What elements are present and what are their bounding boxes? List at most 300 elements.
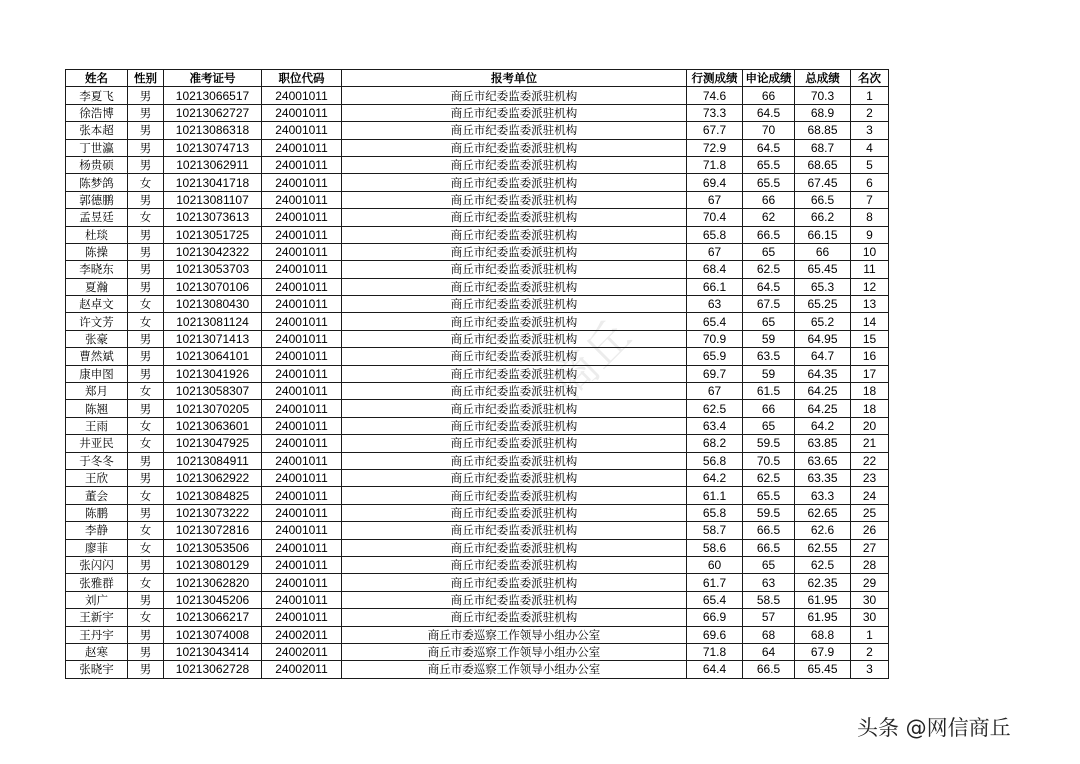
cell-position-code: 24002011	[262, 643, 342, 660]
cell-exam-id: 10213074008	[164, 626, 262, 643]
cell-name: 陈梦鸽	[66, 174, 128, 191]
cell-exam-id: 10213041718	[164, 174, 262, 191]
cell-rank: 8	[851, 209, 889, 226]
cell-unit: 商丘市纪委监委派驻机构	[342, 365, 687, 382]
cell-rank: 28	[851, 556, 889, 573]
cell-aptitude-score: 67	[687, 191, 743, 208]
cell-aptitude-score: 66.9	[687, 609, 743, 626]
cell-essay-score: 64.5	[743, 104, 795, 121]
cell-essay-score: 62.5	[743, 469, 795, 486]
watermark: 商丘	[543, 311, 642, 410]
cell-name: 陈鹏	[66, 504, 128, 521]
cell-name: 王新宇	[66, 609, 128, 626]
cell-unit: 商丘市纪委监委派驻机构	[342, 209, 687, 226]
table-row	[66, 643, 889, 660]
cell-unit: 商丘市纪委监委派驻机构	[342, 522, 687, 539]
cell-gender: 女	[128, 383, 164, 400]
cell-rank: 9	[851, 226, 889, 243]
cell-gender: 女	[128, 417, 164, 434]
table-row	[66, 191, 889, 208]
cell-aptitude-score: 65.4	[687, 313, 743, 330]
cell-gender: 男	[128, 330, 164, 347]
cell-position-code: 24001011	[262, 452, 342, 469]
cell-exam-id: 10213053506	[164, 539, 262, 556]
cell-gender: 男	[128, 661, 164, 678]
score-table-sheet	[65, 69, 888, 677]
cell-essay-score: 64.5	[743, 139, 795, 156]
cell-name: 井亚民	[66, 435, 128, 452]
table-row	[66, 174, 889, 191]
cell-essay-score: 59	[743, 330, 795, 347]
cell-gender: 男	[128, 243, 164, 260]
cell-unit: 商丘市纪委监委派驻机构	[342, 487, 687, 504]
cell-total-score: 67.9	[795, 643, 851, 660]
cell-aptitude-score: 68.2	[687, 435, 743, 452]
header-aptitude-score: 行测成绩	[687, 70, 743, 87]
cell-unit: 商丘市纪委监委派驻机构	[342, 348, 687, 365]
cell-rank: 3	[851, 661, 889, 678]
cell-aptitude-score: 63.4	[687, 417, 743, 434]
cell-rank: 25	[851, 504, 889, 521]
cell-name: 陈翘	[66, 400, 128, 417]
table-row	[66, 365, 889, 382]
cell-rank: 11	[851, 261, 889, 278]
cell-aptitude-score: 67	[687, 383, 743, 400]
header-name: 姓名	[66, 70, 128, 87]
cell-exam-id: 10213081107	[164, 191, 262, 208]
cell-aptitude-score: 62.5	[687, 400, 743, 417]
cell-position-code: 24001011	[262, 209, 342, 226]
cell-rank: 14	[851, 313, 889, 330]
cell-total-score: 70.3	[795, 87, 851, 104]
cell-gender: 男	[128, 122, 164, 139]
cell-unit: 商丘市纪委监委派驻机构	[342, 191, 687, 208]
cell-aptitude-score: 72.9	[687, 139, 743, 156]
cell-essay-score: 63.5	[743, 348, 795, 365]
table-row	[66, 539, 889, 556]
source-tag: 头条 @网信商丘	[857, 716, 1011, 740]
cell-aptitude-score: 69.6	[687, 626, 743, 643]
cell-name: 于冬冬	[66, 452, 128, 469]
cell-essay-score: 66	[743, 87, 795, 104]
cell-gender: 男	[128, 469, 164, 486]
cell-gender: 女	[128, 522, 164, 539]
table-row	[66, 452, 889, 469]
cell-rank: 6	[851, 174, 889, 191]
table-body	[66, 87, 889, 678]
cell-unit: 商丘市纪委监委派驻机构	[342, 452, 687, 469]
cell-essay-score: 66.5	[743, 661, 795, 678]
cell-aptitude-score: 71.8	[687, 643, 743, 660]
cell-essay-score: 65	[743, 417, 795, 434]
cell-gender: 男	[128, 278, 164, 295]
cell-total-score: 64.95	[795, 330, 851, 347]
table-row	[66, 330, 889, 347]
cell-position-code: 24001011	[262, 348, 342, 365]
cell-essay-score: 63	[743, 574, 795, 591]
cell-name: 刘广	[66, 591, 128, 608]
cell-position-code: 24001011	[262, 504, 342, 521]
cell-name: 杜琰	[66, 226, 128, 243]
cell-essay-score: 65	[743, 313, 795, 330]
cell-gender: 男	[128, 452, 164, 469]
cell-exam-id: 10213062727	[164, 104, 262, 121]
cell-rank: 1	[851, 626, 889, 643]
cell-essay-score: 59.5	[743, 435, 795, 452]
cell-exam-id: 10213080430	[164, 296, 262, 313]
cell-aptitude-score: 58.7	[687, 522, 743, 539]
table-row	[66, 209, 889, 226]
cell-name: 郭德鹏	[66, 191, 128, 208]
cell-unit: 商丘市委巡察工作领导小组办公室	[342, 626, 687, 643]
cell-name: 张雅群	[66, 574, 128, 591]
cell-aptitude-score: 67.7	[687, 122, 743, 139]
table-row	[66, 487, 889, 504]
table-header-row	[66, 70, 889, 87]
score-table	[65, 69, 889, 679]
cell-total-score: 63.3	[795, 487, 851, 504]
cell-essay-score: 61.5	[743, 383, 795, 400]
table-row	[66, 156, 889, 173]
cell-aptitude-score: 61.1	[687, 487, 743, 504]
cell-aptitude-score: 70.4	[687, 209, 743, 226]
cell-exam-id: 10213071413	[164, 330, 262, 347]
cell-position-code: 24001011	[262, 156, 342, 173]
cell-aptitude-score: 65.4	[687, 591, 743, 608]
cell-exam-id: 10213072816	[164, 522, 262, 539]
cell-essay-score: 59.5	[743, 504, 795, 521]
cell-name: 许文芳	[66, 313, 128, 330]
cell-position-code: 24002011	[262, 661, 342, 678]
cell-rank: 23	[851, 469, 889, 486]
cell-exam-id: 10213062728	[164, 661, 262, 678]
cell-total-score: 68.7	[795, 139, 851, 156]
cell-position-code: 24001011	[262, 591, 342, 608]
cell-gender: 男	[128, 643, 164, 660]
cell-gender: 女	[128, 539, 164, 556]
cell-total-score: 66.15	[795, 226, 851, 243]
cell-exam-id: 10213070106	[164, 278, 262, 295]
header-exam-id: 准考证号	[164, 70, 262, 87]
cell-exam-id: 10213080129	[164, 556, 262, 573]
cell-aptitude-score: 65.9	[687, 348, 743, 365]
table-row	[66, 122, 889, 139]
header-total-score: 总成绩	[795, 70, 851, 87]
cell-rank: 3	[851, 122, 889, 139]
cell-position-code: 24001011	[262, 87, 342, 104]
cell-gender: 女	[128, 313, 164, 330]
cell-essay-score: 57	[743, 609, 795, 626]
cell-rank: 17	[851, 365, 889, 382]
cell-unit: 商丘市纪委监委派驻机构	[342, 400, 687, 417]
cell-total-score: 66	[795, 243, 851, 260]
cell-unit: 商丘市纪委监委派驻机构	[342, 574, 687, 591]
cell-exam-id: 10213064101	[164, 348, 262, 365]
cell-unit: 商丘市纪委监委派驻机构	[342, 174, 687, 191]
cell-rank: 1	[851, 87, 889, 104]
cell-essay-score: 65.5	[743, 174, 795, 191]
cell-total-score: 63.65	[795, 452, 851, 469]
table-row	[66, 435, 889, 452]
cell-exam-id: 10213074713	[164, 139, 262, 156]
table-row	[66, 243, 889, 260]
cell-name: 郑月	[66, 383, 128, 400]
cell-rank: 30	[851, 591, 889, 608]
table-row	[66, 626, 889, 643]
header-gender: 性别	[128, 70, 164, 87]
cell-total-score: 62.55	[795, 539, 851, 556]
cell-exam-id: 10213051725	[164, 226, 262, 243]
cell-aptitude-score: 56.8	[687, 452, 743, 469]
cell-unit: 商丘市纪委监委派驻机构	[342, 156, 687, 173]
cell-gender: 男	[128, 139, 164, 156]
table-row	[66, 504, 889, 521]
cell-aptitude-score: 73.3	[687, 104, 743, 121]
cell-position-code: 24001011	[262, 226, 342, 243]
cell-position-code: 24001011	[262, 139, 342, 156]
cell-exam-id: 10213062922	[164, 469, 262, 486]
cell-rank: 10	[851, 243, 889, 260]
cell-rank: 27	[851, 539, 889, 556]
cell-total-score: 64.25	[795, 383, 851, 400]
cell-name: 李静	[66, 522, 128, 539]
cell-exam-id: 10213084911	[164, 452, 262, 469]
cell-name: 赵寒	[66, 643, 128, 660]
cell-total-score: 64.25	[795, 400, 851, 417]
cell-name: 曹然斌	[66, 348, 128, 365]
cell-exam-id: 10213063601	[164, 417, 262, 434]
cell-rank: 20	[851, 417, 889, 434]
cell-essay-score: 67.5	[743, 296, 795, 313]
cell-total-score: 68.8	[795, 626, 851, 643]
cell-position-code: 24001011	[262, 469, 342, 486]
cell-unit: 商丘市纪委监委派驻机构	[342, 504, 687, 521]
cell-name: 夏瀚	[66, 278, 128, 295]
cell-rank: 15	[851, 330, 889, 347]
header-essay-score: 申论成绩	[743, 70, 795, 87]
table-row	[66, 609, 889, 626]
cell-total-score: 62.5	[795, 556, 851, 573]
table-row	[66, 296, 889, 313]
cell-gender: 女	[128, 609, 164, 626]
cell-exam-id: 10213073222	[164, 504, 262, 521]
cell-aptitude-score: 69.4	[687, 174, 743, 191]
cell-rank: 16	[851, 348, 889, 365]
cell-position-code: 24001011	[262, 609, 342, 626]
cell-gender: 女	[128, 435, 164, 452]
cell-rank: 12	[851, 278, 889, 295]
cell-essay-score: 68	[743, 626, 795, 643]
cell-name: 王欣	[66, 469, 128, 486]
cell-exam-id: 10213041926	[164, 365, 262, 382]
cell-total-score: 62.35	[795, 574, 851, 591]
cell-essay-score: 59	[743, 365, 795, 382]
cell-gender: 男	[128, 261, 164, 278]
cell-essay-score: 65.5	[743, 156, 795, 173]
cell-gender: 男	[128, 556, 164, 573]
cell-exam-id: 10213042322	[164, 243, 262, 260]
cell-unit: 商丘市纪委监委派驻机构	[342, 591, 687, 608]
cell-position-code: 24002011	[262, 626, 342, 643]
cell-position-code: 24001011	[262, 539, 342, 556]
cell-position-code: 24001011	[262, 330, 342, 347]
cell-exam-id: 10213062911	[164, 156, 262, 173]
cell-position-code: 24001011	[262, 104, 342, 121]
cell-aptitude-score: 68.4	[687, 261, 743, 278]
cell-name: 王雨	[66, 417, 128, 434]
cell-position-code: 24001011	[262, 191, 342, 208]
cell-aptitude-score: 64.2	[687, 469, 743, 486]
table-row	[66, 261, 889, 278]
cell-total-score: 64.35	[795, 365, 851, 382]
header-rank: 名次	[851, 70, 889, 87]
cell-rank: 26	[851, 522, 889, 539]
table-row	[66, 400, 889, 417]
cell-total-score: 65.45	[795, 661, 851, 678]
cell-rank: 13	[851, 296, 889, 313]
cell-essay-score: 64.5	[743, 278, 795, 295]
cell-unit: 商丘市纪委监委派驻机构	[342, 243, 687, 260]
cell-unit: 商丘市纪委监委派驻机构	[342, 87, 687, 104]
cell-unit: 商丘市纪委监委派驻机构	[342, 609, 687, 626]
cell-exam-id: 10213047925	[164, 435, 262, 452]
cell-exam-id: 10213066217	[164, 609, 262, 626]
cell-essay-score: 66	[743, 191, 795, 208]
cell-name: 张本超	[66, 122, 128, 139]
table-row	[66, 591, 889, 608]
cell-gender: 男	[128, 365, 164, 382]
cell-unit: 商丘市纪委监委派驻机构	[342, 261, 687, 278]
cell-gender: 男	[128, 400, 164, 417]
cell-unit: 商丘市委巡察工作领导小组办公室	[342, 643, 687, 660]
cell-gender: 女	[128, 209, 164, 226]
cell-essay-score: 70.5	[743, 452, 795, 469]
cell-name: 张晓宇	[66, 661, 128, 678]
cell-exam-id: 10213053703	[164, 261, 262, 278]
cell-aptitude-score: 71.8	[687, 156, 743, 173]
cell-aptitude-score: 65.8	[687, 226, 743, 243]
cell-unit: 商丘市委巡察工作领导小组办公室	[342, 661, 687, 678]
cell-essay-score: 70	[743, 122, 795, 139]
cell-unit: 商丘市纪委监委派驻机构	[342, 313, 687, 330]
cell-position-code: 24001011	[262, 278, 342, 295]
cell-gender: 男	[128, 156, 164, 173]
cell-essay-score: 64	[743, 643, 795, 660]
cell-name: 张闪闪	[66, 556, 128, 573]
cell-rank: 7	[851, 191, 889, 208]
cell-exam-id: 10213070205	[164, 400, 262, 417]
cell-gender: 男	[128, 504, 164, 521]
cell-total-score: 66.5	[795, 191, 851, 208]
cell-essay-score: 65	[743, 243, 795, 260]
cell-total-score: 65.2	[795, 313, 851, 330]
cell-aptitude-score: 70.9	[687, 330, 743, 347]
cell-unit: 商丘市纪委监委派驻机构	[342, 278, 687, 295]
cell-position-code: 24001011	[262, 174, 342, 191]
cell-name: 李夏飞	[66, 87, 128, 104]
cell-exam-id: 10213062820	[164, 574, 262, 591]
cell-total-score: 65.3	[795, 278, 851, 295]
cell-exam-id: 10213084825	[164, 487, 262, 504]
cell-total-score: 62.65	[795, 504, 851, 521]
cell-aptitude-score: 74.6	[687, 87, 743, 104]
cell-name: 廖菲	[66, 539, 128, 556]
cell-total-score: 68.9	[795, 104, 851, 121]
cell-essay-score: 65	[743, 556, 795, 573]
cell-total-score: 66.2	[795, 209, 851, 226]
cell-exam-id: 10213045206	[164, 591, 262, 608]
cell-gender: 男	[128, 591, 164, 608]
table-row	[66, 313, 889, 330]
cell-rank: 5	[851, 156, 889, 173]
cell-aptitude-score: 64.4	[687, 661, 743, 678]
cell-essay-score: 62	[743, 209, 795, 226]
table-row	[66, 348, 889, 365]
cell-aptitude-score: 69.7	[687, 365, 743, 382]
cell-essay-score: 65.5	[743, 487, 795, 504]
cell-essay-score: 66.5	[743, 226, 795, 243]
cell-name: 董会	[66, 487, 128, 504]
cell-unit: 商丘市纪委监委派驻机构	[342, 417, 687, 434]
cell-gender: 男	[128, 348, 164, 365]
table-row	[66, 104, 889, 121]
cell-name: 赵卓文	[66, 296, 128, 313]
cell-name: 徐浩博	[66, 104, 128, 121]
cell-total-score: 63.85	[795, 435, 851, 452]
table-row	[66, 417, 889, 434]
cell-rank: 4	[851, 139, 889, 156]
cell-rank: 21	[851, 435, 889, 452]
cell-name: 杨贵硕	[66, 156, 128, 173]
cell-gender: 男	[128, 104, 164, 121]
cell-essay-score: 58.5	[743, 591, 795, 608]
cell-unit: 商丘市纪委监委派驻机构	[342, 435, 687, 452]
cell-position-code: 24001011	[262, 122, 342, 139]
cell-total-score: 67.45	[795, 174, 851, 191]
cell-rank: 2	[851, 104, 889, 121]
cell-essay-score: 66.5	[743, 539, 795, 556]
cell-gender: 女	[128, 296, 164, 313]
cell-unit: 商丘市纪委监委派驻机构	[342, 226, 687, 243]
cell-gender: 男	[128, 87, 164, 104]
cell-total-score: 61.95	[795, 609, 851, 626]
cell-aptitude-score: 58.6	[687, 539, 743, 556]
cell-position-code: 24001011	[262, 487, 342, 504]
cell-essay-score: 66	[743, 400, 795, 417]
cell-total-score: 68.65	[795, 156, 851, 173]
cell-unit: 商丘市纪委监委派驻机构	[342, 122, 687, 139]
cell-position-code: 24001011	[262, 313, 342, 330]
cell-unit: 商丘市纪委监委派驻机构	[342, 469, 687, 486]
cell-gender: 女	[128, 487, 164, 504]
cell-rank: 18	[851, 400, 889, 417]
cell-rank: 2	[851, 643, 889, 660]
table-row	[66, 661, 889, 678]
cell-aptitude-score: 66.1	[687, 278, 743, 295]
cell-rank: 18	[851, 383, 889, 400]
cell-name: 康申图	[66, 365, 128, 382]
table-row	[66, 87, 889, 104]
cell-total-score: 64.2	[795, 417, 851, 434]
table-row	[66, 383, 889, 400]
cell-position-code: 24001011	[262, 296, 342, 313]
cell-exam-id: 10213086318	[164, 122, 262, 139]
cell-total-score: 64.7	[795, 348, 851, 365]
cell-position-code: 24001011	[262, 261, 342, 278]
cell-gender: 男	[128, 226, 164, 243]
cell-position-code: 24001011	[262, 365, 342, 382]
cell-aptitude-score: 60	[687, 556, 743, 573]
